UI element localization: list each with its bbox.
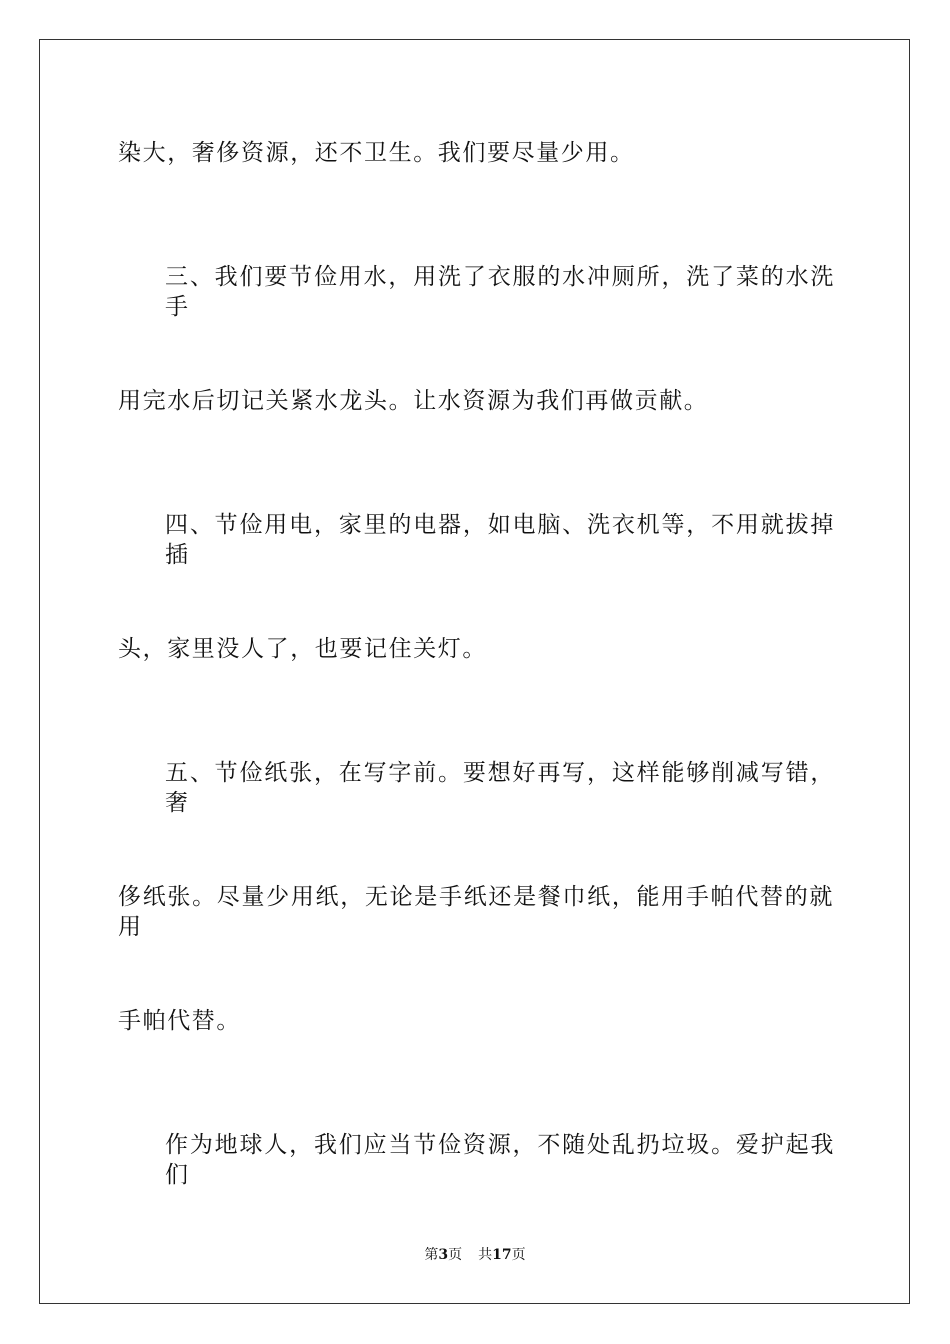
footer-total-suffix: 页 xyxy=(511,1247,526,1263)
text-line-2: 三、我们要节俭用水，用洗了衣服的水冲厕所，洗了菜的水洗手 xyxy=(165,264,835,320)
text-line-3: 用完水后切记关紧水龙头。让水资源为我们再做贡献。 xyxy=(118,388,709,414)
text-line-8: 手帕代替。 xyxy=(118,1008,241,1034)
text-line-4: 四、节俭用电，家里的电器，如电脑、洗衣机等，不用就拔掉插 xyxy=(165,512,835,568)
footer-total-prefix: 共 xyxy=(478,1247,493,1263)
text-line-5: 头，家里没人了，也要记住关灯。 xyxy=(118,636,487,662)
text-line-1: 染大，奢侈资源，还不卫生。我们要尽量少用。 xyxy=(118,140,635,166)
footer-page-prefix: 第 xyxy=(424,1247,439,1263)
text-line-7: 侈纸张。尽量少用纸，无论是手纸还是餐巾纸，能用手帕代替的就用 xyxy=(118,884,834,940)
text-line-6: 五、节俭纸张，在写字前。要想好再写，这样能够削减写错，奢 xyxy=(165,760,835,816)
text-line-9: 作为地球人，我们应当节俭资源，不随处乱扔垃圾。爱护起我们 xyxy=(165,1132,835,1188)
footer-page-suffix: 页 xyxy=(448,1247,463,1263)
footer-page-current: 3 xyxy=(438,1247,449,1263)
page-footer xyxy=(0,1246,950,1264)
footer-page-total: 17 xyxy=(492,1247,512,1263)
page-border xyxy=(39,39,910,1304)
